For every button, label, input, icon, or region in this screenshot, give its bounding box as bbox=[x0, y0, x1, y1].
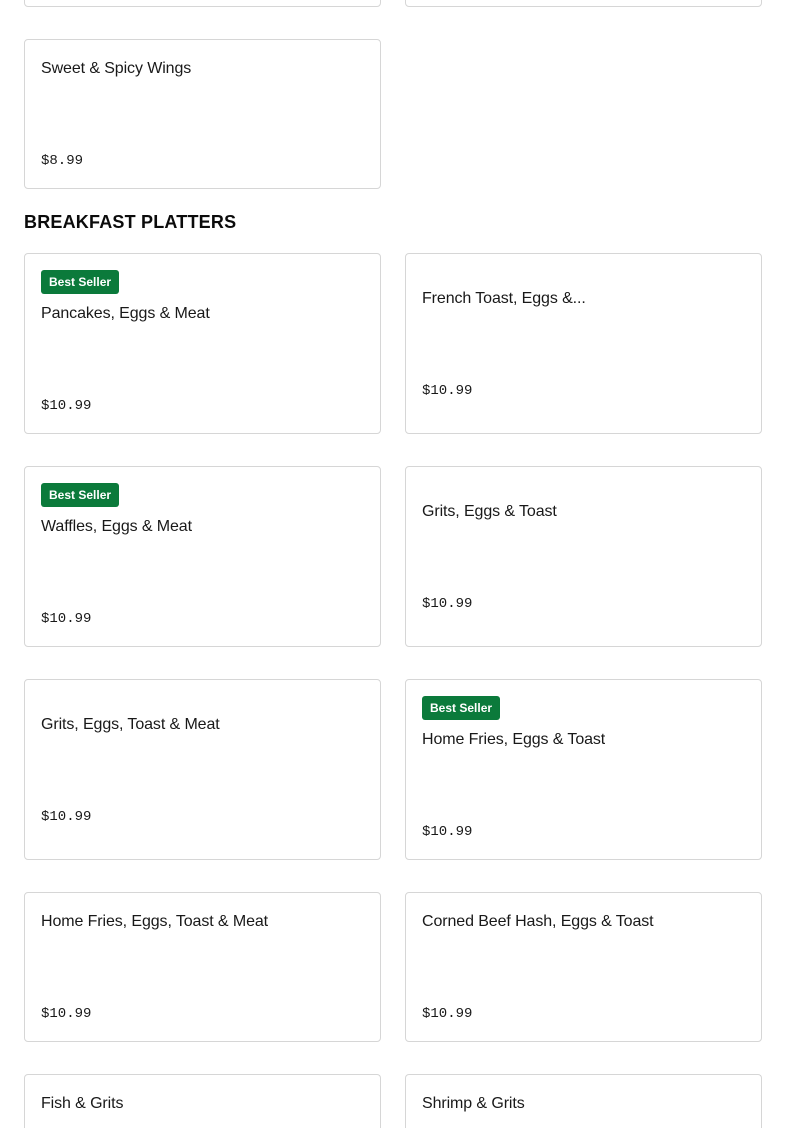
menu-item-name: Grits, Eggs, Toast & Meat bbox=[41, 716, 220, 733]
menu-item-card[interactable] bbox=[24, 466, 381, 647]
menu-item-card[interactable] bbox=[405, 253, 762, 434]
menu-item-name: Shrimp & Grits bbox=[422, 1095, 525, 1112]
menu-item-name: Pancakes, Eggs & Meat bbox=[41, 305, 210, 322]
menu-item-name: Waffles, Eggs & Meat bbox=[41, 518, 192, 535]
best-seller-badge: Best Seller bbox=[41, 270, 119, 294]
menu-item-card[interactable] bbox=[405, 466, 762, 647]
menu-item-price: $10.99 bbox=[422, 824, 473, 840]
menu-item-name: Fish & Grits bbox=[41, 1095, 124, 1112]
menu-item-card[interactable] bbox=[405, 1074, 762, 1128]
menu-item-card[interactable] bbox=[24, 892, 381, 1042]
menu-item-card-partial[interactable] bbox=[405, 0, 762, 7]
menu-item-price: $10.99 bbox=[422, 383, 473, 399]
menu-item-price: $10.99 bbox=[41, 1006, 92, 1022]
menu-item-card[interactable] bbox=[24, 679, 381, 860]
best-seller-badge: Best Seller bbox=[41, 483, 119, 507]
menu-item-price: $8.99 bbox=[41, 153, 84, 169]
menu-item-card[interactable] bbox=[405, 679, 762, 860]
menu-item-name: French Toast, Eggs &... bbox=[422, 290, 586, 307]
menu-item-card[interactable] bbox=[24, 253, 381, 434]
menu-item-name: Home Fries, Eggs & Toast bbox=[422, 731, 606, 748]
menu-item-name: Grits, Eggs & Toast bbox=[422, 503, 557, 520]
menu-item-name: Corned Beef Hash, Eggs & Toast bbox=[422, 913, 654, 930]
menu-item-price: $10.99 bbox=[41, 398, 92, 414]
menu-item-price: $10.99 bbox=[422, 596, 473, 612]
menu-item-card[interactable] bbox=[24, 39, 381, 189]
menu-item-card-partial[interactable] bbox=[24, 0, 381, 7]
menu-item-price: $10.99 bbox=[422, 1006, 473, 1022]
best-seller-badge: Best Seller bbox=[422, 696, 500, 720]
menu-item-name: Home Fries, Eggs, Toast & Meat bbox=[41, 913, 269, 930]
section-title-breakfast-platters: BREAKFAST PLATTERS bbox=[24, 212, 237, 232]
menu-item-card[interactable] bbox=[24, 1074, 381, 1128]
menu-item-price: $10.99 bbox=[41, 611, 92, 627]
menu-item-price: $10.99 bbox=[41, 809, 92, 825]
menu-item-card[interactable] bbox=[405, 892, 762, 1042]
menu-item-name: Sweet & Spicy Wings bbox=[41, 60, 192, 77]
